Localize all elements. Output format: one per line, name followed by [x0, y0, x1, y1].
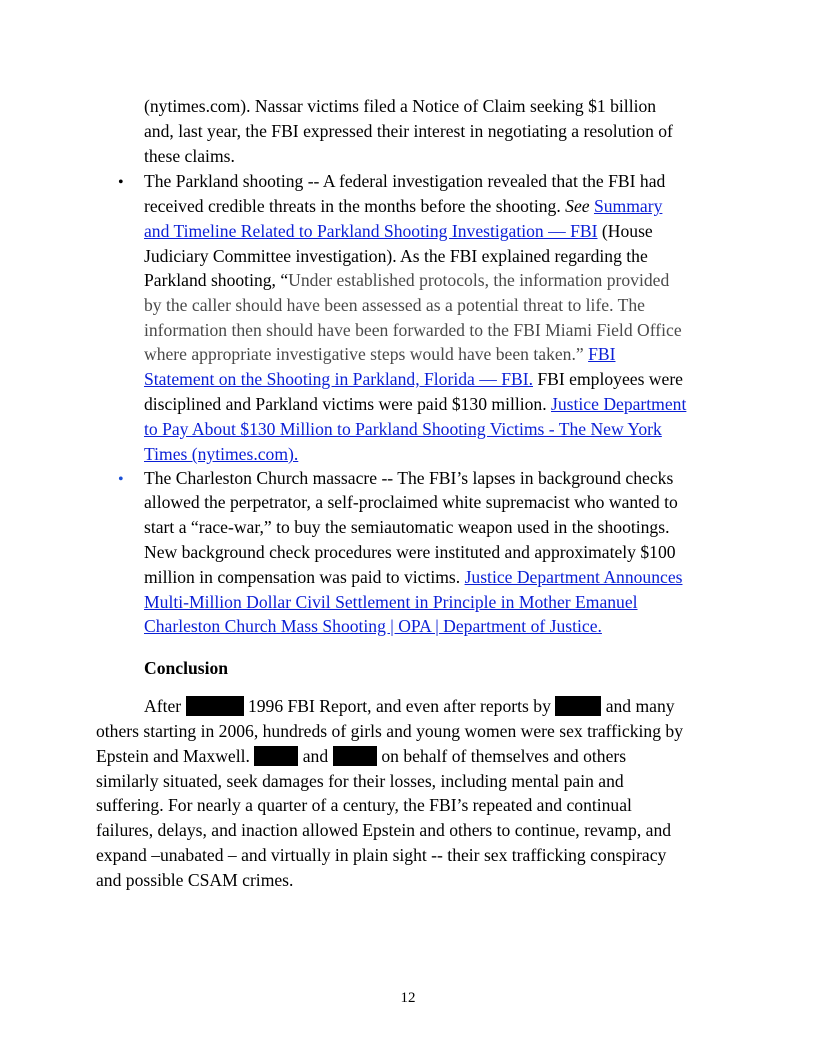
text-span: , on behalf of themselves and others — [372, 746, 627, 766]
link-parkland-summary-cont[interactable]: and Timeline Related to Parkland Shooting Investigation — FBI — [144, 221, 598, 241]
redaction-block — [333, 746, 377, 766]
text-span: and — [302, 746, 329, 766]
conclusion-line: failures, delays, and inaction allowed Epstein and others to continue, revamp, and — [96, 820, 672, 840]
redaction-block — [186, 696, 244, 716]
bullet-parkland-line — [144, 194, 662, 218]
bullet-marker: • — [118, 471, 124, 488]
conclusion-line: others starting in 2006, hundreds of girls and young women were sex trafficking by — [96, 721, 683, 741]
bullet-charleston-line: allowed the perpetrator, a self-proclaimed white supremacist who wanted to — [144, 492, 678, 512]
link-fbi-statement[interactable]: FBI — [588, 344, 616, 364]
paragraph-line: and, last year, the FBI expressed their interest in negotiating a resolution of — [144, 121, 673, 141]
bullet-charleston-line: New background check procedures were instituted and approximately $100 — [144, 542, 676, 562]
quote-text: where appropriate investigative steps would have been taken.” — [144, 344, 584, 364]
link-doj-settlement-cont[interactable]: Charleston Church Mass Shooting | OPA | Department of Justice. — [144, 616, 602, 636]
bullet-charleston-line: The Charleston Church massacre -- The FBI’s lapses in background checks — [144, 468, 674, 488]
bullet-marker: • — [118, 174, 124, 191]
bullet-charleston-line — [144, 590, 638, 614]
paragraph-line: (nytimes.com). Nassar victims filed a Notice of Claim seeking $1 billion — [144, 96, 657, 116]
bullet-parkland-line — [144, 219, 653, 243]
link-parkland-summary[interactable]: Summary — [593, 196, 663, 216]
text-span: Epstein and Maxwell. — [96, 746, 250, 766]
text-span: FBI employees were — [533, 369, 683, 389]
text-span: 1996 FBI Report, and even after reports by — [247, 696, 551, 716]
text-span: and many — [605, 696, 675, 716]
bullet-charleston-line: start a “race-war,” to buy the semiautomatic weapon used in the shootings. — [144, 517, 670, 537]
page-number: 12 — [400, 990, 416, 1006]
quote-line: by the caller should have been assessed as a potential threat to life. The — [144, 295, 645, 315]
bullet-charleston-line — [144, 565, 682, 589]
bullet-parkland-line: The Parkland shooting -- A federal investigation revealed that the FBI had — [144, 171, 666, 191]
link-nytimes-parkland[interactable]: Justice Department — [551, 394, 687, 414]
see-signal: See — [565, 196, 590, 216]
link-nytimes-parkland-cont[interactable]: to Pay About $130 Million to Parkland Shooting Victims - The New York — [144, 419, 662, 439]
link-doj-settlement-cont[interactable]: Multi-Million Dollar Civil Settlement in Principle in Mother Emanuel — [144, 592, 638, 612]
conclusion-line — [96, 744, 626, 768]
conclusion-line: expand –unabated – and virtually in plain sight -- their sex trafficking conspiracy — [96, 845, 667, 865]
bullet-parkland-line — [144, 268, 669, 292]
text-span: received credible threats in the months before the shooting. — [144, 196, 566, 216]
quote-text: Under established protocols, the information provided — [288, 270, 670, 290]
bullet-parkland-line — [144, 442, 298, 466]
conclusion-line: suffering. For nearly a quarter of a century, the FBI’s repeated and continual — [96, 795, 632, 815]
bullet-charleston-line — [144, 614, 602, 638]
bullet-parkland-line — [144, 417, 662, 441]
text-span: disciplined and Parkland victims were paid $130 million. — [144, 394, 552, 414]
bullet-parkland-line — [144, 342, 615, 366]
link-doj-settlement[interactable]: Justice Department Announces — [464, 567, 683, 587]
bullet-parkland-line — [144, 392, 686, 416]
paragraph-line: these claims. — [144, 146, 235, 166]
quote-line: information then should have been forwarded to the FBI Miami Field Office — [144, 320, 682, 340]
link-fbi-statement-cont[interactable]: Statement on the Shooting in Parkland, Florida — FBI. — [144, 369, 533, 389]
text-span: After — [144, 696, 182, 716]
bullet-parkland-line — [144, 367, 683, 391]
conclusion-line: and possible CSAM crimes. — [96, 870, 294, 890]
redaction-block — [254, 746, 298, 766]
redaction-block — [555, 696, 601, 716]
bullet-parkland-line: Judiciary Committee investigation). As the FBI explained regarding the — [144, 246, 648, 266]
section-heading: Conclusion — [144, 658, 229, 678]
text-span: million in compensation was paid to victims. — [144, 567, 465, 587]
text-span: (House — [597, 221, 653, 241]
link-nytimes-parkland-cont[interactable]: Times (nytimes.com). — [144, 444, 299, 464]
conclusion-line: similarly situated, seek damages for their losses, including mental pain and — [96, 771, 624, 791]
conclusion-line — [144, 694, 675, 718]
text-span: Parkland shooting, “ — [144, 270, 289, 290]
